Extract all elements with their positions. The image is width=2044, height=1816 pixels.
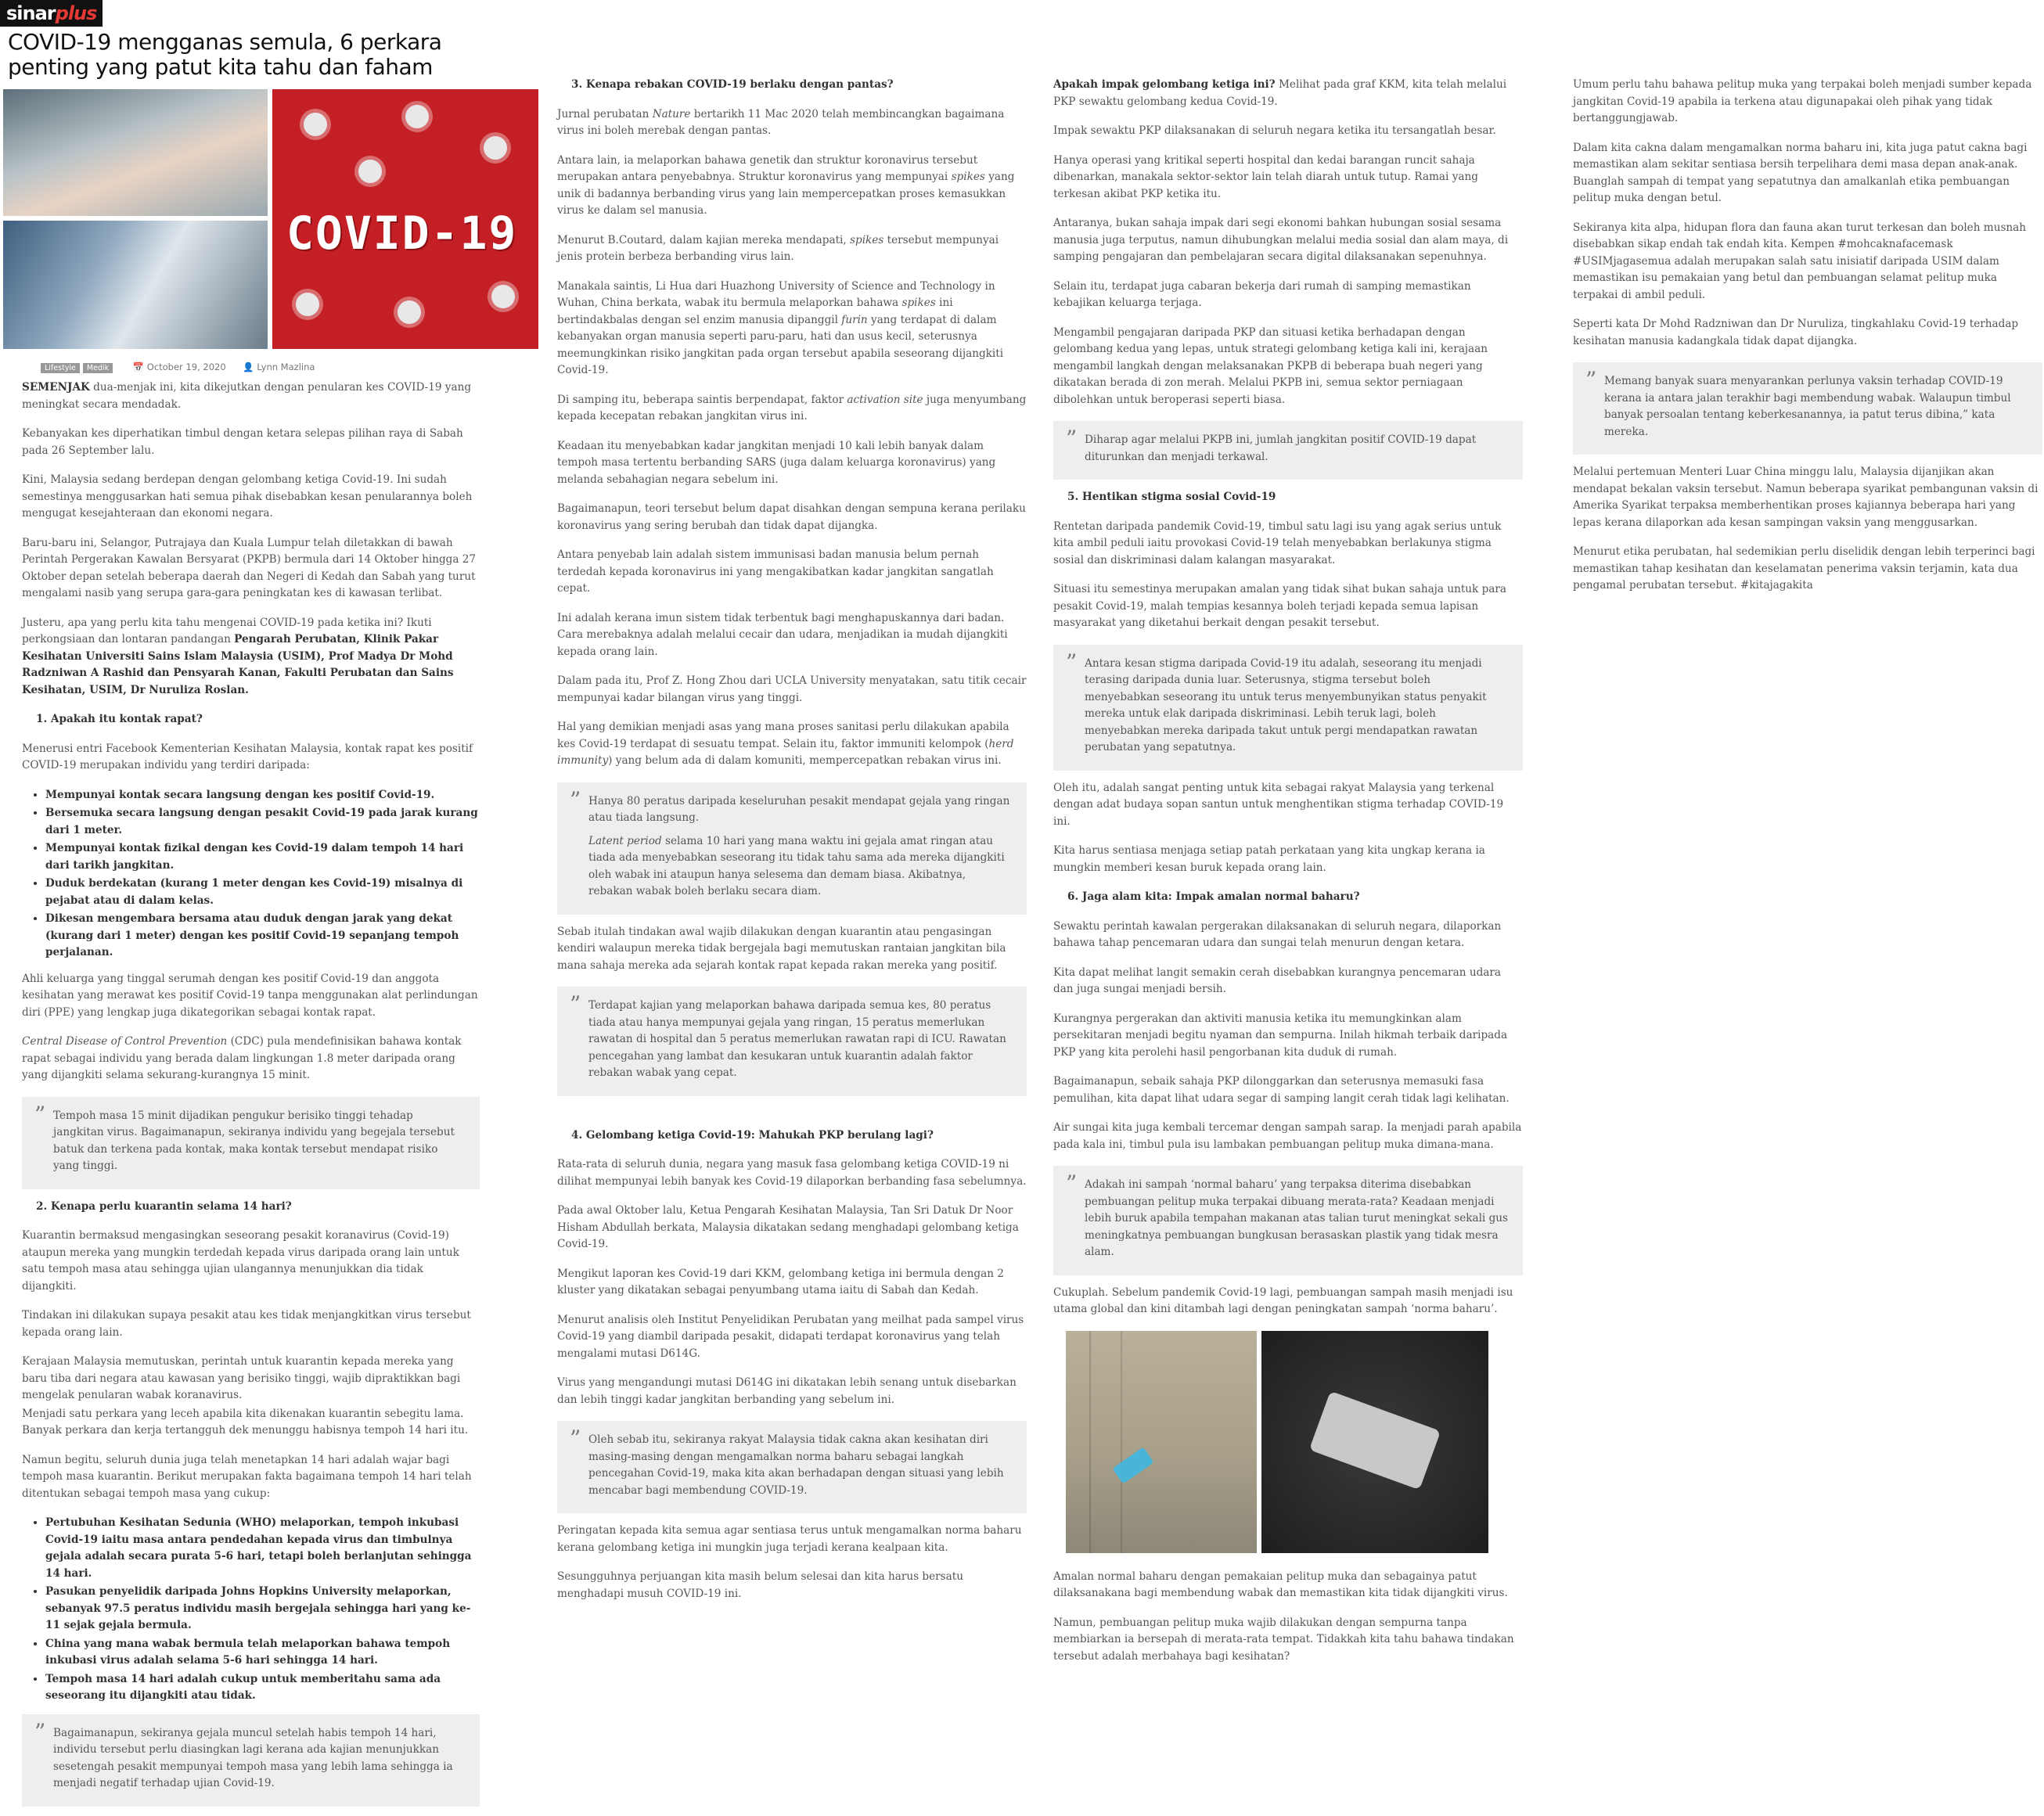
logo-plus: plus xyxy=(55,2,97,24)
paragraph: Kurangnya pergerakan dan aktiviti manusia ketika itu memungkinkan alam persekitaran menjadi begitu nyaman dan sempurna. Inilah hikmah terbaik daripada PKP yang kita perolehi hasil pengorbanan kita duduk di rumah. xyxy=(1053,1012,1508,1059)
intro-lead: SEMENJAK xyxy=(22,381,90,394)
column-1 xyxy=(0,0,540,1816)
paragraph: Mengambil pengajaran daripada PKP dan situasi ketika berhadapan dengan gelombang kedua yang lepas, untuk strategi gelombang ketiga kali ini, kerajaan mengambil langkah dengan melaksanakan PKPB di beberapa buah negeri yang dikatakan berada di zon merah. Melalui PKPB ini, semua sektor perniagaan dibolehkan untuk beroperasi seperti biasa. xyxy=(1053,325,1488,406)
paragraph: Selain itu, terdapat juga cabaran bekerja dari rumah di samping memastikan kebajikan keluarga terjaga. xyxy=(1053,279,1471,309)
list-item: • Dikesan mengembara bersama atau duduk dengan jarak yang dekat (kurang dari 1 meter) dengan kes positif Covid-19 sepanjang tempoh perjalanan. xyxy=(45,911,480,962)
face-mask-icon xyxy=(1112,1447,1153,1483)
italic-text: herd immunity xyxy=(557,737,1014,767)
paragraph: Menerusi entri Facebook Kementerian Kesihatan Malaysia, kontak rapat kes positif COVID-19 merupakan individu yang terdiri daripada: xyxy=(22,742,473,771)
close-contact-list xyxy=(22,787,480,962)
logo-main: sinar xyxy=(6,2,56,24)
covid-19-image xyxy=(272,89,538,349)
paragraph xyxy=(22,1034,480,1084)
virus-icon xyxy=(358,160,382,183)
list-item: • China yang mana wabak bermula telah melaporkan bahawa tempoh inkubasi virus adalah selama 5-6 hari sehingga 14 hari. xyxy=(45,1636,480,1670)
quote-text xyxy=(588,833,1013,901)
paragraph xyxy=(557,106,1027,140)
text: yang terdapat di dalam kebanyakan organ manusia seperti paru-paru, hati dan usus kecil, seterusnya meemungkinkan risiko jangkitan pada organ tersebut apabila seseorang dijangkiti Covid-19. xyxy=(557,313,1004,376)
mask-on-pavement-image xyxy=(1066,1331,1257,1553)
paragraph xyxy=(1053,77,1523,110)
paragraph: Antaranya, bukan sahaja impak dari segi ekonomi bahkan hubungan sosial sesama manusia juga terputus, namun dihubungkan melalui media sosial dan alam maya, di samping pengajaran dan pembelajaran secara digital dilaksanakan sepenuhnya. xyxy=(1053,217,1509,263)
paragraph: Virus yang mengandungi mutasi D614G ini dikatakan lebih senang untuk disebarkan dan lebih tinggi kadar jangkitan berbanding yang sebelum ini. xyxy=(557,1376,1017,1406)
section-heading-4: 4. Gelombang ketiga Covid-19: Mahukah PKP berulang lagi? xyxy=(571,1128,934,1142)
paragraph: Baru-baru ini, Selangor, Putrajaya dan Kuala Lumpur telah diletakkan di bawah Perintah Pergerakan Kawalan Bersyarat (PKPB) bermula dari 14 Oktober hingga 27 Oktober depan setelah beberapa daerah dan Negeri di Kedah dan Sabah yang turut mengalami nasib yang serupa gara-gara peningkatan kes di kawasan terlibat. xyxy=(22,536,477,599)
paragraph: Ini adalah kerana imun sistem tidak terbentuk bagi menghapuskannya dari badan. Cara merebaknya adalah melalui cecair dan udara, menjadikan ia mudah dijangkiti kepada orang lain. xyxy=(557,611,1008,658)
paragraph: Ahli keluarga yang tinggal serumah dengan kes positif Covid-19 dan anggota kesihatan yang merawat kes positif Covid-19 tanpa menggunakan alat perlindungan diri (PPE) yang lengkap juga dikategorikan sebagai kontak rapat. xyxy=(22,972,478,1019)
list-item: • Mempunyai kontak secara langsung dengan kes positif Covid-19. xyxy=(45,787,480,804)
text: Antara lain, ia melaporkan bahawa genetik dan struktur koronavirus tersebut merupakan antara penyebabnya. Struktur koronavirus yang mempunyai xyxy=(557,153,978,183)
text: selama 10 hari yang mana waktu ini gejala amat ringan atau tiada ada menyebabkan seseorang itu tidak tahu sama ada mereka dijangkiti oleh wabak ini ataupun hanya selesema dan demam biasa. Akibatnya, rebakan wabak boleh berlaku secara diam. xyxy=(588,834,1005,897)
covid-19-text: COVID-19 xyxy=(286,207,518,260)
paragraph: Mengikut laporan kes Covid-19 dari KKM, gelombang ketiga ini bermula dengan 2 kluster yang dikatakan sebagai penyumbang utama iaitu di Sabah dan Kedah. xyxy=(557,1267,1004,1296)
paragraph: Umum perlu tahu bahawa pelitup muka yang terpakai boleh menjadi sumber kepada jangkitan Covid-19 apabila ia terkena atau digunapakai oleh pihak yang tidak bertanggungjawab. xyxy=(1573,78,2032,124)
italic-text: spikes xyxy=(901,297,936,309)
paragraph: Oleh itu, adalah sangat penting untuk kita sebagai rakyat Malaysia yang terkenal dengan adat budaya sopan santun untuk menghentikan stigma terhadap COVID-19 ini. xyxy=(1053,781,1504,828)
virus-icon xyxy=(491,285,515,308)
blockquote xyxy=(557,782,1027,915)
paragraph: Air sungai kita juga kembali tercemar dengan sampah sarap. Ia menjadi parah apabila pada kala ini, timbul pula isu lambakan pembuangan pelitup muka dimana-mana. xyxy=(1053,1121,1522,1151)
text: Jurnal perubatan xyxy=(557,107,653,120)
article-meta xyxy=(41,361,540,373)
blockquote xyxy=(1053,421,1523,480)
paragraph: Cukuplah. Sebelum pandemik Covid-19 lagi, pembuangan sampah masih menjadi isu utama global dan kini ditambah lagi dengan peningkatan sampah ‘norma baharu’. xyxy=(1053,1286,1513,1315)
paragraph: Bagaimanapun, sebaik sahaja PKP dilonggarkan dan seterusnya memasuki fasa pemulihan, kita dapat lihat udara segar di samping langit cerah tidak lagi kelihatan. xyxy=(1053,1075,1510,1105)
list-item: • Mempunyai kontak fizikal dengan kes Covid-19 dalam tempoh 14 hari dari tarikh jangkitan. xyxy=(45,840,480,874)
quote-text: ” Bagaimanapun, sekiranya gejala muncul setelah habis tempoh 14 hari, individu tersebut perlu diasingkan lagi kerana ada kajian menunjukkan sesetengah pesakit mempunyai tempoh masa yang lebih lama sehingga ia menjadi negatif terhadap ujian Covid-19. xyxy=(53,1726,453,1789)
paragraph: Tindakan ini dilakukan supaya pesakit atau kes tidak menjangkitkan virus tersebut kepada orang lain. xyxy=(22,1309,471,1339)
column-4 xyxy=(1573,77,2042,607)
paragraph: Sesungguhnya perjuangan kita masih belum selesai dan kita harus bersatu menghadapi musuh COVID-19 ini. xyxy=(557,1570,963,1600)
paragraph: Kita dapat melihat langit semakin cerah disebabkan kurangnya pencemaran udara dan juga sungai menjadi bersih. xyxy=(1053,966,1502,995)
paragraph: Sebab itulah tindakan awal wajib dilakukan dengan kuarantin atau pengasingan kendiri walaupun mereka tidak bergejala bagi memutuskan rantaian jangkitan bila mana sahaja mereka ada sejarah kontak rapat kepada rakan mereka yang positif. xyxy=(557,925,1006,972)
paragraph xyxy=(557,392,1027,426)
blockquote xyxy=(1053,645,1523,771)
paragraph: Menurut etika perubatan, hal sedemikian perlu diselidik dengan lebih terperinci bagi memastikan tahap kesihatan dan keselamatan penerima vaksin terjamin, kata dua pengamal perubatan tersebut. #kitajagakita xyxy=(1573,545,2035,592)
article-title: COVID-19 mengganas semula, 6 perkara penting yang patut kita tahu dan faham xyxy=(8,29,442,80)
list-item: • Bersemuka secara langsung dengan pesakit Covid-19 pada jarak kurang dari 1 meter. xyxy=(45,805,480,839)
paragraph: Pada awal Oktober lalu, Ketua Pengarah Kesihatan Malaysia, Tan Sri Datuk Dr Noor Hisham Abdullah berkata, Malaysia dikatakan sedang menghadapi gelombang ketiga Covid-19. xyxy=(557,1204,1019,1250)
virus-icon xyxy=(398,300,421,324)
text: yang unik di badannya berbanding virus yang lain mempercepatkan proses kemasukkan virus ke dalam sel manusia. xyxy=(557,171,1015,217)
paragraph: Menjadi satu perkara yang leceh apabila kita dikenakan kuarantin sebegitu lama. Banyak perkara dan kerja tertangguh dek menunggu habisnya tempoh 14 hari itu. xyxy=(22,1407,469,1437)
text: juga menyumbang kepada kecepatan rebakan jangkitan virus ini. xyxy=(557,393,1027,423)
quote-text: ” Antara kesan stigma daripada Covid-19 itu adalah, seseorang itu menjadi terasing daripada dunia luar. Seterusnya, stigma tersebut boleh menyebabkan seseorang itu untuk terus menyembunyikan status penyakit mereka untuk elak daripada diskriminasi. Lebih teruk lagi, boleh menyebabkan mereka daripada takut untuk pergi mendapatkan rawatan perubatan yang sepatutnya. xyxy=(1085,656,1487,753)
quote-text: ” Oleh sebab itu, sekiranya rakyat Malaysia tidak cakna akan kesihatan diri masing-masing dengan mengamalkan norma baharu sebagai langkah pencegahan Covid-19, maka kita akan berhadapan dengan situasi yang lebih mencabar bagi membendung COVID-19. xyxy=(588,1433,1004,1497)
lab-researcher-image xyxy=(3,221,268,349)
paragraph: Situasi itu semestinya merupakan amalan yang tidak sihat bukan sahaja untuk para pesakit Covid-19, malah tempias kesannya boleh terjadi kepada semua lapisan masyarakat yang diketahui berkait dengan pesakit tersebut. xyxy=(1053,583,1507,629)
text: bertarikh 11 Mac 2020 telah membincangkan bagaimana virus ini boleh merebak dengan pantas. xyxy=(557,107,1005,137)
italic-text: Latent period xyxy=(588,834,662,847)
italic-text: furin xyxy=(841,313,868,326)
paragraph: Amalan normal baharu dengan pemakaian pelitup muka dan sebagainya patut dilaksanakana bagi membendung wabak dan memastikan kita tidak dijangkiti virus. xyxy=(1053,1570,1508,1599)
experts-names: Pengarah Perubatan, Klinik Pakar Kesihatan Universiti Sains Islam Malaysia (USIM), Prof Madya Dr Mohd Radzniwan A Rashid dan Pensyarah Kanan, Fakulti Perubatan dan Sains Kesihatan, USIM, Dr Nuruliza Roslan. xyxy=(22,633,454,696)
intro-paragraph xyxy=(22,379,480,413)
section-heading-3: 3. Kenapa rebakan COVID-19 berlaku dengan pantas? xyxy=(571,78,894,91)
italic-text: spikes xyxy=(850,233,884,246)
hands-washing-image xyxy=(3,89,268,216)
paragraph-text: Justeru, apa yang perlu kita tahu mengenai COVID-19 pada ketika ini? Ikuti perkongsiaan dan lontaran pandangan xyxy=(22,616,432,645)
paragraph: Impak sewaktu PKP dilaksanakan di seluruh negara ketika itu tersangatlah besar. xyxy=(1053,124,1496,137)
tag-lifestyle[interactable]: Lifestyle xyxy=(41,363,80,373)
text: ini bertindakbalas dengan sel enzim manusia dipanggil xyxy=(557,297,953,326)
author-name[interactable]: Lynn Mazlina xyxy=(257,361,315,372)
user-icon: 👤 xyxy=(243,361,254,372)
paragraph xyxy=(557,153,1027,220)
section-heading-6: 6. Jaga alam kita: Impak amalan normal baharu? xyxy=(1067,890,1360,903)
paragraph: Peringatan kepada kita semua agar sentiasa terus untuk mengamalkan norma baharu kerana gelombang ketiga ini mungkin juga terjadi kerana kealpaan kita. xyxy=(557,1524,1022,1554)
virus-icon xyxy=(296,293,319,316)
text: ) yang belum ada di dalam komuniti, mempercepatkan rebakan virus ini. xyxy=(608,754,1002,767)
paragraph: Dalam kita cakna dalam mengamalkan norma baharu ini, kita juga patut cakna bagi memastikan alam sekitar sentiasa bersih terpelihara demi masa depan anak-anak. Buanglah sampah di tempat yang sepatutnya dan amalkanlah etika pembuangan pelitup muka dengan betul. xyxy=(1573,141,2028,204)
italic-text: spikes xyxy=(951,171,985,183)
cdc-name: Central Disease of Control Prevention xyxy=(22,1035,228,1048)
blockquote xyxy=(557,987,1027,1096)
paragraph: Kuarantin bermaksud mengasingkan seseorang pesakit koranavirus (Covid-19) ataupun mereka yang mungkin terdedah kepada virus daripada orang lain untuk satu tempoh masa atau sehingga ujian ulangannya menunjukkan dia tidak dijangkiti. xyxy=(22,1229,459,1293)
blockquote xyxy=(22,1714,480,1807)
paragraph: Kebanyakan kes diperhatikan timbul dengan ketara selepas pilihan raya di Sabah pada 26 September lalu. xyxy=(22,427,463,457)
paragraph xyxy=(557,719,1027,770)
bold-question: Apakah impak gelombang ketiga ini? xyxy=(1053,78,1276,91)
paragraph: Bagaimanapun, teori tersebut belum dapat disahkan dengan sempuna kerana perilaku koronavirus yang sering berubah dan tidak dapat dijangka. xyxy=(557,502,1026,532)
virus-icon xyxy=(304,113,327,136)
site-logo[interactable] xyxy=(0,0,103,27)
quote-text: ” Diharap agar melalui PKPB ini, jumlah jangkitan positif COVID-19 dapat diturunkan dan menjadi terkawal. xyxy=(1085,433,1477,463)
paragraph: Sewaktu perintah kawalan pergerakan dilaksanakan di seluruh negara, dilaporkan bahawa tahap pencemaran udara dan sungai telah menurun dengan ketara. xyxy=(1053,919,1502,949)
section-heading-5: 5. Hentikan stigma sosial Covid-19 xyxy=(1067,491,1276,503)
paragraph xyxy=(557,279,1027,379)
hero-collage xyxy=(0,89,538,352)
quarantine-facts-list xyxy=(22,1515,480,1705)
quote-text: ” Tempoh masa 15 minit dijadikan pengukur berisiko tinggi tehadap jangkitan virus. Bagaimanapun, sekiranya individu yang begejala tersebut batuk dan terkena pada kontak, maka kontak tersebut mendapat risiko yang tinggi. xyxy=(53,1109,455,1172)
quote-text: ” Terdapat kajian yang melaporkan bahawa daripada semua kes, 80 peratus tiada atau hanya mempunyai gejala yang ringan, 15 peratus memerlukan rawatan di hospital dan 5 peratus memerlukan rawatan rapi di ICU. Rawatan pencegahan yang lambat dan kesukaran untuk kuarantin adalah faktor rebakan wabak yang cepat. xyxy=(588,999,1006,1079)
column-2 xyxy=(557,77,1027,1615)
paragraph: Seperti kata Dr Mohd Radzniwan dan Dr Nuruliza, tingkahlaku Covid-19 terhadap kesihatan manusia kadangkala tidak dapat dijangka. xyxy=(1573,318,2019,347)
paragraph: Hanya operasi yang kritikal seperti hospital dan kedai barangan runcit sahaja dibenarkan, manakala sektor-sektor lain telah diarah untuk tutup. Ramai yang terkesan akibat PKP ketika itu. xyxy=(1053,153,1478,200)
paragraph: Melalui pertemuan Menteri Luar China minggu lalu, Malaysia dijanjikan akan mendapat bekalan vaksin tersebut. Namun beberapa syarikat pembangunan vaksin di Amerika Syarikat terpaksa memberhentikan proses kajiannya beberapa hari yang lepas kerana dilaporkan ada kesan sampingan vaksin yang menggusarkan. xyxy=(1573,466,2039,529)
paragraph: Namun, pembuangan pelitup muka wajib dilakukan dengan sempurna tanpa membiarkan ia bersepah di merata-rata tempat. Tidakkah kita tahu bahawa tindakan tersebut adalah merbahaya bagi kesihatan? xyxy=(1053,1616,1514,1663)
quote-text: ” Memang banyak suara menyarankan perlunya vaksin terhadap COVID-19 kerana ia antara jalan terakhir bagi membendung wabak. Walaupun timbul banyak persoalan tentang keberkesanannya, ia patut terus dibina,” kata mereka. xyxy=(1604,375,2011,438)
paragraph: Keadaan itu menyebabkan kadar jangkitan menjadi 10 kali lebih banyak dalam tempoh masa tertentu berbanding SARS (juga dalam keluarga koronavirus) yang melanda sebahagian negara sebelum ini. xyxy=(557,439,996,486)
paragraph: Kerajaan Malaysia memutuskan, perintah untuk kuarantin kepada mereka yang baru tiba dari negara atau kawasan yang berisiko tinggi, wajib dipraktikkan bagi mengelak penularan wabak koranavirus. xyxy=(22,1355,461,1401)
italic-text: Nature xyxy=(652,107,691,120)
text: Manakala saintis, Li Hua dari Huazhong University of Science and Technology in Wuhan, China berkata, wabak itu bermula melaporkan bahawa xyxy=(557,279,995,309)
discarded-masks-photos xyxy=(1066,1331,1523,1553)
paragraph: Dalam pada itu, Prof Z. Hong Zhou dari UCLA University menyatakan, satu titik cecair mempunyai kadar bilangan virus yang tinggi. xyxy=(557,674,1027,704)
paragraph: Kini, Malaysia sedang berdepan dengan gelombang ketiga Covid-19. Ini sudah semestinya menggusarkan hati semua pihak disebabkan kesan penularannya boleh mengugat kesejahteraan dan ekonomi negara. xyxy=(22,473,473,520)
paragraph: Kita harus sentiasa menjaga setiap patah perkataan yang kita ungkap kerana ia mungkin memberi kesan buruk kepada orang lain. xyxy=(1053,844,1485,874)
paragraph: Menurut analisis oleh Institut Penyelidikan Perubatan yang meilhat pada sampel virus Covid-19 yang diambil daripada pesakit, didapati terdapat koronavirus yang telah mengalami mutasi D614G. xyxy=(557,1313,1024,1360)
paragraph-text: (CDC) pula mendefinisikan bahawa kontak rapat sebagai individu yang berada dalam lingkungan 1.8 meter daripada orang yang dijangkiti selama sekurang-kurangnya 15 minit. xyxy=(22,1035,462,1081)
text: Hal yang demikian menjadi asas yang mana proses sanitasi perlu dilakukan apabila kes Covid-19 terdapat di sesuatu tempat. Selain itu, faktor immuniti kelompok ( xyxy=(557,721,1009,750)
list-item: • Pertubuhan Kesihatan Sedunia (WHO) melaporkan, tempoh inkubasi Covid-19 iaitu masa antara pendedahan kepada virus dan timbulnya gejala adalah secara purata 5-6 hari, tetapi boleh berlanjutan sehingga 14 hari. xyxy=(45,1515,480,1582)
paragraph: Rentetan daripada pandemik Covid-19, timbul satu lagi isu yang agak serius untuk kita ambil peduli iaitu provokasi Covid-19 telah menyebabkan berlakunya stigma sosial dan diskriminasi dalam kalangan masyarakat. xyxy=(1053,520,1502,566)
mask-on-asphalt-image xyxy=(1261,1331,1488,1553)
paragraph: Rata-rata di seluruh dunia, negara yang masuk fasa gelombang ketiga COVID-19 ni dilihat mempunyai lebih banyak kes Covid-19 dilaporkan berbanding fasa sebelumnya. xyxy=(557,1158,1027,1188)
paragraph: Antara penyebab lain adalah sistem immunisasi badan manusia belum pernah terdedah kepada koronavirus ini yang mengakibatkan kadar jangkitan sangatlah cepat. xyxy=(557,548,994,595)
blockquote xyxy=(22,1097,480,1189)
quote-text: ” Adakah ini sampah ‘normal baharu’ yang terpaksa diterima disebabkan pembuangan pelitup muka terpakai dibuang merata-rata? Keadaan menjadi lebih buruk apabila tempahan makanan atas talian turut meningkat sekali gus meningkatnya pembuangan bungkusan berasaskan plastik yang tidak mesra alam. xyxy=(1085,1178,1509,1258)
intro-rest: dua-menjak ini, kita dikejutkan dengan penularan kes COVID-19 yang meningkat secara mendadak. xyxy=(22,381,472,411)
blockquote xyxy=(1053,1166,1523,1275)
section-heading-2: 2. Kenapa perlu kuarantin selama 14 hari? xyxy=(36,1199,292,1213)
virus-icon xyxy=(405,105,429,128)
italic-text: activation site xyxy=(847,393,923,406)
post-date: October 19, 2020 xyxy=(146,361,226,372)
text: Menurut B.Coutard, dalam kajian mereka mendapati, xyxy=(557,233,851,246)
paragraph xyxy=(557,232,1027,266)
blockquote xyxy=(557,1421,1027,1513)
quote-text: ” Hanya 80 peratus daripada keseluruhan pesakit mendapat gejala yang ringan atau tiada langsung. xyxy=(588,794,1010,824)
virus-icon xyxy=(484,136,507,160)
blockquote xyxy=(1573,362,2042,455)
text: Melihat pada graf KKM, kita telah melalui PKP sewaktu gelombang kedua Covid-19. xyxy=(1053,78,1507,108)
list-item: • Pasukan penyelidik daripada Johns Hopkins University melaporkan, sebanyak 97.5 peratus individu masih bergejala sehingga hari yang ke-11 sejak gejala bermula. xyxy=(45,1584,480,1634)
paragraph xyxy=(22,615,480,699)
article-body-col1 xyxy=(22,379,480,1807)
section-heading-1: 1. Apakah itu kontak rapat? xyxy=(36,713,203,725)
text: Di samping itu, beberapa saintis berpendapat, faktor xyxy=(557,393,847,406)
text: tersebut mempunyai jenis protein berbeza berbanding virus lain. xyxy=(557,233,999,263)
paragraph: Sekiranya kita alpa, hidupan flora dan fauna akan turut terkesan dan boleh musnah disebabkan sikap endah tak endah kita. Kempen #mohcaknafacemask #USIMjagasemua adalah merupakan salah satu inisiatif daripada USIM dalam memastikan isu pemakaian yang betul dan pembuangan selamat pelitup muka terpakai di ambil peduli. xyxy=(1573,221,2027,301)
tag-medik[interactable]: Medik xyxy=(83,363,113,373)
face-mask-icon xyxy=(1309,1390,1441,1489)
list-item: • Tempoh masa 14 hari adalah cukup untuk memberitahu sama ada seseorang itu dijangkiti atau tidak. xyxy=(45,1671,480,1705)
list-item: • Duduk berdekatan (kurang 1 meter dengan kes Covid-19) misalnya di pejabat atau di dalam kelas. xyxy=(45,876,480,909)
paragraph: Namun begitu, seluruh dunia juga telah menetapkan 14 hari adalah wajar bagi tempoh masa kuarantin. Berikut merupakan fakta bagaimana tempoh 14 hari telah ditentukan sebagai tempoh masa yang cukup: xyxy=(22,1453,472,1500)
column-3 xyxy=(1053,77,1523,1678)
calendar-icon: 📅 xyxy=(132,361,145,372)
